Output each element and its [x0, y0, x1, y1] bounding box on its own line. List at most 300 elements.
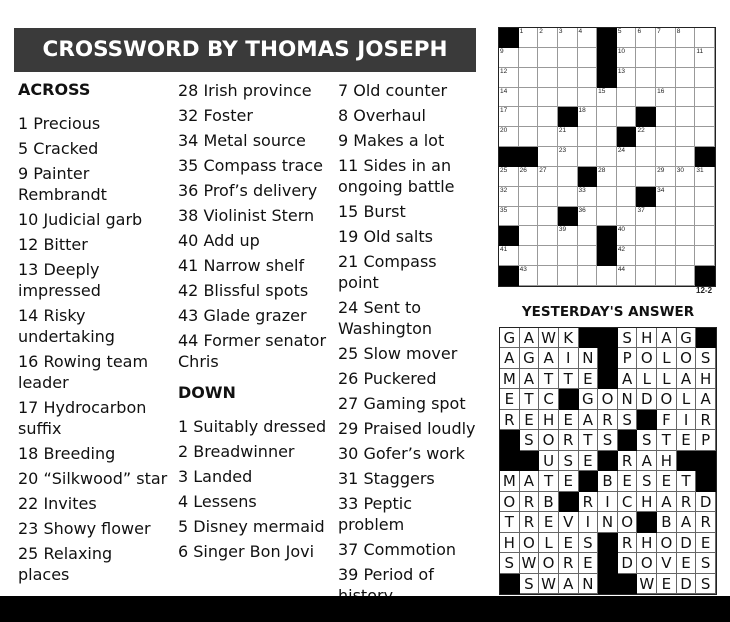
- across-clue: 25 Relaxing places: [18, 544, 113, 584]
- answer-letter: D: [696, 492, 716, 512]
- answer-letter: R: [677, 492, 697, 512]
- grid-cell[interactable]: [617, 48, 637, 68]
- across-clues-column-1: [18, 78, 168, 589]
- grid-cell[interactable]: [597, 207, 617, 227]
- answer-black-cell: [598, 348, 618, 368]
- answer-letter: P: [696, 430, 716, 450]
- grid-cell[interactable]: [636, 28, 656, 48]
- answer-letter: T: [559, 369, 579, 389]
- grid-cell[interactable]: [578, 266, 598, 286]
- answer-letter: S: [598, 430, 618, 450]
- grid-cell[interactable]: [676, 167, 696, 187]
- answer-letter: D: [677, 574, 697, 594]
- grid-cell[interactable]: [617, 207, 637, 227]
- grid-black-cell: [636, 107, 656, 127]
- grid-cell[interactable]: [617, 266, 637, 286]
- grid-cell[interactable]: [695, 68, 715, 88]
- answer-letter: W: [637, 574, 657, 594]
- answer-letter: B: [657, 512, 677, 532]
- across-clue: 17 Hydrocarbon suffix: [18, 398, 147, 438]
- grid-cell[interactable]: [656, 68, 676, 88]
- grid-cell[interactable]: [578, 68, 598, 88]
- across-clue: 18 Breeding: [18, 444, 116, 463]
- grid-cell[interactable]: [558, 28, 578, 48]
- grid-cell[interactable]: [597, 88, 617, 108]
- across-header: ACROSS: [18, 80, 91, 99]
- grid-cell[interactable]: [695, 187, 715, 207]
- grid-cell[interactable]: [597, 266, 617, 286]
- answer-letter: I: [677, 410, 697, 430]
- grid-cell[interactable]: [636, 266, 656, 286]
- grid-cell[interactable]: [578, 226, 598, 246]
- grid-cell[interactable]: [695, 28, 715, 48]
- grid-cell[interactable]: [676, 28, 696, 48]
- grid-cell[interactable]: [578, 246, 598, 266]
- down-clue: 6 Singer Bon Jovi: [178, 542, 315, 561]
- grid-cell[interactable]: [538, 127, 558, 147]
- answer-letter: A: [618, 369, 638, 389]
- answer-letter: H: [637, 328, 657, 348]
- answer-letter: H: [637, 492, 657, 512]
- answer-letter: V: [657, 553, 677, 573]
- grid-cell[interactable]: [578, 48, 598, 68]
- down-clue: 31 Staggers: [338, 469, 435, 488]
- grid-cell[interactable]: [597, 127, 617, 147]
- grid-cell[interactable]: [519, 127, 539, 147]
- grid-cell[interactable]: [558, 266, 578, 286]
- grid-cell[interactable]: [558, 147, 578, 167]
- grid-cell[interactable]: [558, 48, 578, 68]
- clue-number: 34: [657, 186, 665, 194]
- grid-cell[interactable]: [538, 167, 558, 187]
- grid-cell[interactable]: [558, 187, 578, 207]
- grid-cell[interactable]: [636, 48, 656, 68]
- grid-black-cell: [499, 266, 519, 286]
- grid-cell[interactable]: [656, 226, 676, 246]
- grid-cell[interactable]: [578, 207, 598, 227]
- grid-cell[interactable]: [499, 167, 519, 187]
- grid-cell[interactable]: [636, 68, 656, 88]
- grid-cell[interactable]: [676, 207, 696, 227]
- grid-cell[interactable]: [676, 68, 696, 88]
- grid-cell[interactable]: [519, 68, 539, 88]
- grid-cell[interactable]: [499, 207, 519, 227]
- crossword-title: CROSSWORD BY THOMAS JOSEPH: [14, 28, 476, 72]
- answer-letter: E: [579, 553, 599, 573]
- grid-cell[interactable]: [499, 187, 519, 207]
- down-clue: 24 Sent to Washington: [338, 298, 433, 338]
- answer-letter: T: [539, 471, 559, 491]
- answer-black-cell: [500, 430, 520, 450]
- down-clue: 1 Suitably dressed: [178, 417, 327, 436]
- grid-black-cell: [519, 147, 539, 167]
- down-clue: 30 Gofer’s work: [338, 444, 465, 463]
- grid-cell[interactable]: [538, 246, 558, 266]
- grid-cell[interactable]: [558, 167, 578, 187]
- answer-black-cell: [696, 471, 716, 491]
- answer-letter: K: [559, 328, 579, 348]
- answer-letter: A: [637, 451, 657, 471]
- answer-letter: S: [618, 410, 638, 430]
- grid-cell[interactable]: [676, 48, 696, 68]
- answer-letter: H: [696, 369, 716, 389]
- yesterdays-answer-label: YESTERDAY'S ANSWER: [521, 304, 695, 320]
- grid-cell[interactable]: [676, 266, 696, 286]
- grid-cell[interactable]: [676, 107, 696, 127]
- grid-cell[interactable]: [617, 167, 637, 187]
- grid-cell[interactable]: [695, 127, 715, 147]
- grid-cell[interactable]: [538, 226, 558, 246]
- across-clue: 9 Painter Rembrandt: [18, 164, 107, 204]
- grid-cell[interactable]: [538, 68, 558, 88]
- answer-letter: E: [677, 430, 697, 450]
- answer-letter: S: [520, 430, 540, 450]
- answer-letter: W: [520, 553, 540, 573]
- grid-cell[interactable]: [636, 127, 656, 147]
- down-clue: 25 Slow mover: [338, 344, 458, 363]
- answer-letter: E: [500, 389, 520, 409]
- answer-letter: S: [696, 574, 716, 594]
- grid-cell[interactable]: [656, 207, 676, 227]
- grid-cell[interactable]: [656, 107, 676, 127]
- crossword-grid[interactable]: [498, 27, 716, 287]
- grid-black-cell: [695, 147, 715, 167]
- answer-black-cell: [598, 553, 618, 573]
- down-clue: 39 Period of: [338, 565, 434, 584]
- down-clue: 3 Landed: [178, 467, 253, 486]
- across-clue: 44 Former senator Chris: [178, 331, 327, 371]
- grid-cell[interactable]: [538, 266, 558, 286]
- answer-letter: L: [677, 389, 697, 409]
- grid-cell[interactable]: [617, 28, 637, 48]
- grid-cell[interactable]: [597, 167, 617, 187]
- grid-cell[interactable]: [676, 147, 696, 167]
- answer-letter: H: [539, 410, 559, 430]
- answer-letter: E: [618, 471, 638, 491]
- answer-letter: S: [637, 471, 657, 491]
- grid-cell[interactable]: [656, 48, 676, 68]
- answer-black-cell: [598, 451, 618, 471]
- clue-number: 16: [657, 87, 665, 95]
- across-clue: 34 Metal source: [178, 131, 306, 150]
- grid-cell[interactable]: [538, 207, 558, 227]
- grid-cell[interactable]: [656, 147, 676, 167]
- grid-black-cell: [597, 246, 617, 266]
- grid-cell[interactable]: [656, 167, 676, 187]
- answer-letter: O: [539, 553, 559, 573]
- grid-cell[interactable]: [499, 48, 519, 68]
- answer-letter: B: [598, 471, 618, 491]
- answer-letter: N: [579, 574, 599, 594]
- grid-cell[interactable]: [695, 207, 715, 227]
- grid-cell[interactable]: [519, 28, 539, 48]
- grid-cell[interactable]: [558, 127, 578, 147]
- grid-cell[interactable]: [499, 68, 519, 88]
- answer-letter: A: [657, 328, 677, 348]
- grid-cell[interactable]: [578, 127, 598, 147]
- clue-number: 35: [500, 206, 508, 214]
- clue-number: 15: [598, 87, 606, 95]
- answer-letter: R: [520, 492, 540, 512]
- grid-cell[interactable]: [695, 107, 715, 127]
- answer-letter: G: [677, 328, 697, 348]
- answer-letter: T: [520, 389, 540, 409]
- grid-cell[interactable]: [676, 127, 696, 147]
- answer-letter: O: [618, 512, 638, 532]
- grid-cell[interactable]: [636, 88, 656, 108]
- answer-black-cell: [677, 451, 697, 471]
- clue-number: 3: [558, 28, 563, 35]
- grid-cell[interactable]: [519, 107, 539, 127]
- clue-number: 18: [578, 107, 586, 115]
- answer-letter: T: [539, 369, 559, 389]
- grid-cell[interactable]: [519, 48, 539, 68]
- grid-cell[interactable]: [558, 68, 578, 88]
- answer-letter: H: [657, 451, 677, 471]
- across-clue: 41 Narrow shelf: [178, 256, 305, 275]
- down-clue: 26 Puckered: [338, 369, 437, 388]
- answer-black-cell: [579, 471, 599, 491]
- clue-number: 23: [558, 147, 567, 155]
- grid-cell[interactable]: [636, 147, 656, 167]
- grid-cell[interactable]: [695, 167, 715, 187]
- answer-letter: S: [618, 328, 638, 348]
- grid-cell[interactable]: [499, 246, 519, 266]
- answer-letter: A: [539, 348, 559, 368]
- grid-cell[interactable]: [519, 187, 539, 207]
- grid-cell[interactable]: [578, 28, 598, 48]
- down-clue: 2 Breadwinner: [178, 442, 295, 461]
- answer-letter: O: [637, 348, 657, 368]
- answer-letter: P: [618, 348, 638, 368]
- across-clue: 1 Precious: [18, 114, 101, 133]
- grid-cell[interactable]: [617, 147, 637, 167]
- grid-cell[interactable]: [617, 246, 637, 266]
- clue-number: 4: [578, 28, 583, 35]
- clues-column-2: [178, 80, 328, 566]
- answer-letter: A: [520, 471, 540, 491]
- grid-cell[interactable]: [656, 246, 676, 266]
- grid-cell[interactable]: [636, 167, 656, 187]
- grid-black-cell: [597, 226, 617, 246]
- grid-cell[interactable]: [695, 246, 715, 266]
- answer-letter: N: [618, 389, 638, 409]
- answer-letter: A: [579, 410, 599, 430]
- bottom-bar: [0, 596, 730, 622]
- answer-black-cell: [500, 451, 520, 471]
- grid-cell[interactable]: [499, 107, 519, 127]
- clue-number: 28: [598, 166, 606, 174]
- answer-letter: R: [696, 512, 716, 532]
- answer-letter: A: [559, 574, 579, 594]
- answer-letter: E: [559, 533, 579, 553]
- answer-letter: O: [539, 430, 559, 450]
- across-clue: 36 Prof’s delivery: [178, 181, 318, 200]
- answer-black-cell: [559, 492, 579, 512]
- grid-cell[interactable]: [676, 246, 696, 266]
- grid-cell[interactable]: [636, 207, 656, 227]
- grid-black-cell: [499, 147, 519, 167]
- clue-number: 42: [617, 246, 626, 254]
- answer-letter: A: [500, 348, 520, 368]
- grid-black-cell: [578, 167, 598, 187]
- answer-black-cell: [559, 389, 579, 409]
- answer-letter: L: [657, 348, 677, 368]
- grid-black-cell: [499, 226, 519, 246]
- grid-cell[interactable]: [538, 187, 558, 207]
- answer-letter: G: [520, 348, 540, 368]
- grid-cell[interactable]: [656, 28, 676, 48]
- across-clue: 16 Rowing team leader: [18, 352, 149, 392]
- grid-cell[interactable]: [578, 147, 598, 167]
- clue-number: 32: [500, 186, 508, 194]
- down-clue: 27 Gaming spot: [338, 394, 466, 413]
- down-clue: 19 Old salts: [338, 227, 433, 246]
- grid-cell[interactable]: [519, 226, 539, 246]
- answer-letter: R: [618, 533, 638, 553]
- answer-letter: L: [539, 533, 559, 553]
- answer-black-cell: [598, 369, 618, 389]
- grid-cell[interactable]: [499, 127, 519, 147]
- answer-letter: R: [500, 410, 520, 430]
- clue-number: 22: [637, 127, 645, 135]
- across-clue: 20 “Silkwood” star: [18, 469, 168, 488]
- grid-cell[interactable]: [617, 226, 637, 246]
- grid-cell[interactable]: [578, 107, 598, 127]
- across-clue: 5 Cracked: [18, 139, 99, 158]
- grid-cell[interactable]: [656, 266, 676, 286]
- answer-letter: O: [598, 389, 618, 409]
- clue-number: 17: [500, 107, 508, 115]
- across-clue: 23 Showy flower: [18, 519, 151, 538]
- grid-cell[interactable]: [676, 187, 696, 207]
- clue-number: 12: [500, 67, 508, 75]
- answer-letter: H: [637, 533, 657, 553]
- answer-black-cell: [520, 451, 540, 471]
- grid-cell[interactable]: [656, 187, 676, 207]
- grid-cell[interactable]: [519, 266, 539, 286]
- answer-letter: E: [559, 471, 579, 491]
- answer-black-cell: [696, 451, 716, 471]
- grid-black-cell: [636, 187, 656, 207]
- answer-black-cell: [598, 574, 618, 594]
- grid-cell[interactable]: [597, 147, 617, 167]
- answer-letter: E: [559, 410, 579, 430]
- grid-cell[interactable]: [617, 68, 637, 88]
- grid-cell[interactable]: [538, 107, 558, 127]
- answer-letter: R: [598, 410, 618, 430]
- grid-cell[interactable]: [519, 207, 539, 227]
- down-clue: 11 Sides in an ongoing battle: [338, 156, 455, 196]
- grid-cell[interactable]: [538, 48, 558, 68]
- answer-letter: T: [500, 512, 520, 532]
- grid-cell[interactable]: [558, 226, 578, 246]
- down-clue: 29 Praised loudly: [338, 419, 476, 438]
- answer-black-cell: [637, 512, 657, 532]
- grid-black-cell: [695, 266, 715, 286]
- clue-number: 6: [637, 28, 642, 35]
- grid-cell[interactable]: [656, 88, 676, 108]
- grid-cell[interactable]: [558, 88, 578, 108]
- grid-cell[interactable]: [617, 107, 637, 127]
- clue-number: 1: [519, 28, 524, 35]
- grid-cell[interactable]: [597, 187, 617, 207]
- grid-cell[interactable]: [636, 226, 656, 246]
- answer-letter: R: [579, 492, 599, 512]
- clue-number: 10: [617, 47, 626, 55]
- across-clue: 35 Compass trace: [178, 156, 324, 175]
- answer-letter: L: [637, 369, 657, 389]
- clue-number: 20: [500, 127, 508, 135]
- across-clue: 28 Irish province: [178, 81, 312, 100]
- answer-letter: W: [539, 328, 559, 348]
- grid-cell[interactable]: [538, 147, 558, 167]
- answer-letter: F: [657, 410, 677, 430]
- clue-number: 25: [500, 166, 508, 174]
- answer-letter: C: [539, 389, 559, 409]
- down-clues-column-3: [338, 80, 476, 610]
- clue-number: 36: [578, 206, 586, 214]
- grid-cell[interactable]: [617, 88, 637, 108]
- answer-letter: M: [500, 369, 520, 389]
- across-clue: 14 Risky undertaking: [18, 306, 115, 346]
- answer-black-cell: [500, 574, 520, 594]
- answer-black-cell: [579, 328, 599, 348]
- grid-cell[interactable]: [597, 107, 617, 127]
- grid-cell[interactable]: [676, 226, 696, 246]
- grid-black-cell: [558, 207, 578, 227]
- clue-number: 9: [500, 47, 504, 55]
- answer-black-cell: [598, 533, 618, 553]
- grid-cell[interactable]: [519, 88, 539, 108]
- grid-cell[interactable]: [636, 246, 656, 266]
- grid-cell[interactable]: [499, 88, 519, 108]
- answer-letter: I: [598, 492, 618, 512]
- grid-cell[interactable]: [695, 48, 715, 68]
- grid-cell[interactable]: [519, 246, 539, 266]
- grid-cell[interactable]: [519, 167, 539, 187]
- answer-letter: S: [637, 430, 657, 450]
- answer-letter: S: [500, 553, 520, 573]
- answer-letter: V: [559, 512, 579, 532]
- grid-cell[interactable]: [578, 88, 598, 108]
- grid-black-cell: [597, 48, 617, 68]
- grid-cell[interactable]: [695, 226, 715, 246]
- grid-black-cell: [558, 107, 578, 127]
- answer-letter: R: [520, 512, 540, 532]
- answer-letter: N: [579, 348, 599, 368]
- grid-cell[interactable]: [538, 28, 558, 48]
- answer-letter: U: [539, 451, 559, 471]
- grid-cell[interactable]: [538, 88, 558, 108]
- down-clue: 5 Disney mermaid: [178, 517, 325, 536]
- answer-letter: E: [579, 451, 599, 471]
- answer-letter: S: [579, 533, 599, 553]
- grid-cell[interactable]: [695, 88, 715, 108]
- grid-cell[interactable]: [578, 187, 598, 207]
- answer-letter: A: [696, 389, 716, 409]
- down-clue: 33 Peptic problem: [338, 494, 413, 534]
- answer-letter: S: [696, 553, 716, 573]
- grid-cell[interactable]: [676, 88, 696, 108]
- grid-cell[interactable]: [558, 246, 578, 266]
- answer-letter: E: [657, 574, 677, 594]
- grid-cell[interactable]: [617, 187, 637, 207]
- answer-black-cell: [618, 574, 638, 594]
- clue-number: 33: [578, 186, 586, 194]
- clue-number: 5: [617, 28, 622, 35]
- grid-cell[interactable]: [656, 127, 676, 147]
